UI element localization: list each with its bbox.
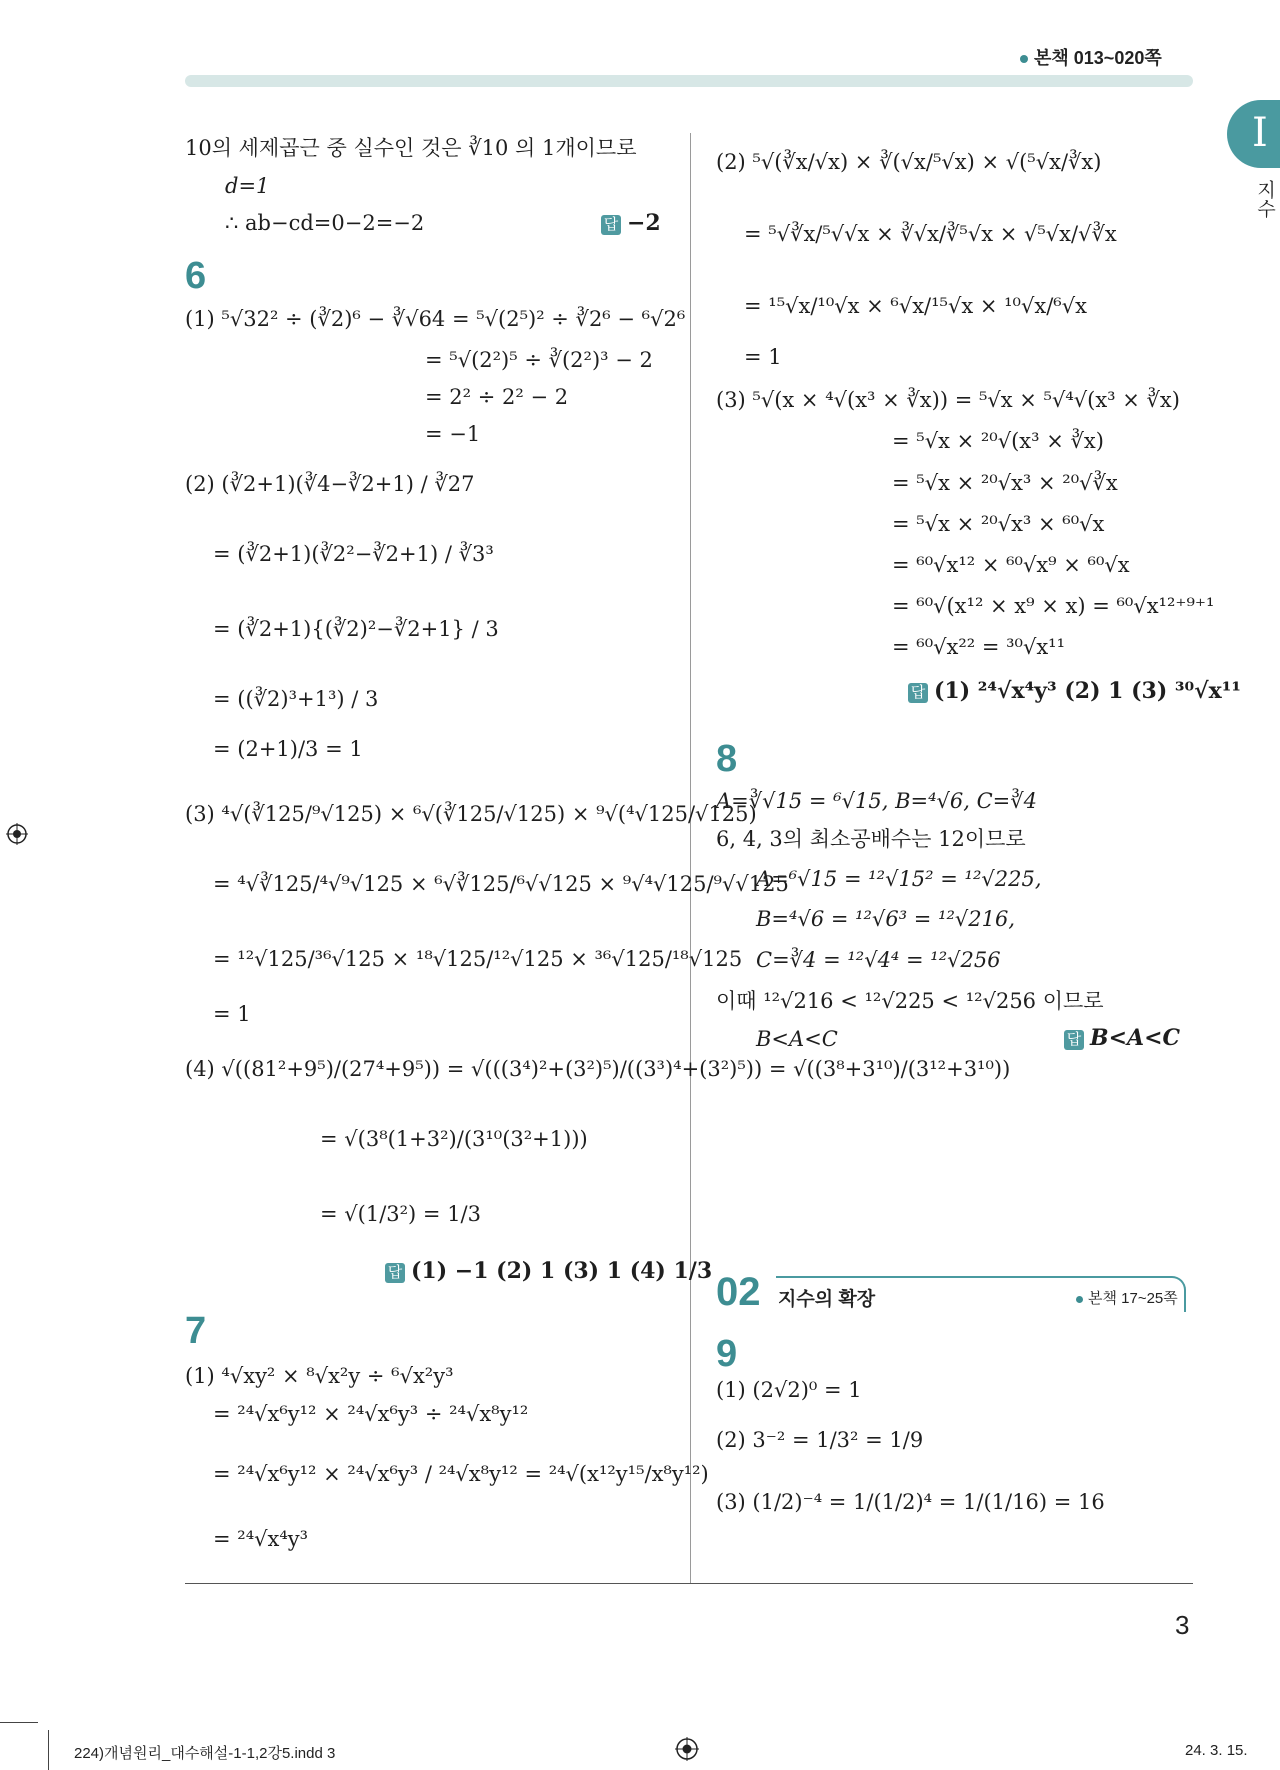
p6-4-line-1: (4) √((81²+9⁵)/(27⁴+9⁵)) = √(((3⁴)²+(3²)⁵)/((3³)⁴+(3²)⁵)) = √((3⁸+3¹⁰)/(3¹²+3¹⁰)) [185, 1057, 1011, 1081]
problem-6-number: 6 [185, 255, 207, 297]
problem-7-number: 7 [185, 1310, 207, 1352]
p6-2-line-5: = (2+1)/3 = 1 [213, 737, 363, 761]
p8-answer: 답 B<A<C [1064, 1025, 1180, 1051]
p9-line-1: (1) (2√2)⁰ = 1 [716, 1378, 862, 1402]
p6-1-line-3: = 2² ÷ 2² − 2 [425, 385, 569, 409]
book-ref: 본책 013~020쪽 [1020, 44, 1162, 70]
p6-1-line-1: (1) ⁵√32² ÷ (∛2)⁶ − ∛√64 = ⁵√(2⁵)² ÷ ∛2⁶ − ⁶√2⁶ [185, 307, 686, 331]
p7-2-line-1: (2) ⁵√(∛x/√x) × ∛(√x/⁵√x) × √(⁵√x/∛x) [716, 150, 1102, 174]
bullet-icon [1020, 55, 1028, 63]
p9-line-3: (3) (1/2)⁻⁴ = 1/(1/2)⁴ = 1/(1/16) = 16 [716, 1490, 1105, 1514]
p9-line-2: (2) 3⁻² = 1/3² = 1/9 [716, 1428, 924, 1452]
p6-4-line-3: = √(1/3²) = 1/3 [320, 1202, 481, 1226]
p8-line-1: A=∛√15 = ⁶√15, B=⁴√6, C=∛4 [716, 789, 1038, 813]
p6-3-line-3: = ¹²√125/³⁶√125 × ¹⁸√125/¹²√125 × ³⁶√125/¹⁸√125 [213, 947, 743, 971]
bullet-icon [1076, 1296, 1083, 1303]
p8-line-3: A=⁶√15 = ¹²√15² = ¹²√225, [756, 867, 1042, 891]
p7-3-line-2: = ⁵√x × ²⁰√(x³ × ∛x) [892, 429, 1104, 453]
p8-line-2: 6, 4, 3의 최소공배수는 12이므로 [716, 827, 1026, 851]
problem-8-number: 8 [716, 738, 738, 780]
registration-mark-icon [6, 823, 28, 845]
page-number: 3 [1175, 1610, 1190, 1640]
p6-2-line-1: (2) (∛2+1)(∛4−∛2+1) / ∛27 [185, 472, 475, 496]
footer-crop-mark-vertical [48, 1730, 49, 1770]
p6-3-line-4: = 1 [213, 1002, 251, 1026]
p6-2-line-3: = (∛2+1){(∛2)²−∛2+1} / 3 [213, 617, 499, 641]
bottom-rule [185, 1583, 1193, 1584]
p6-3-line-1: (3) ⁴√(∛125/⁹√125) × ⁶√(∛125/√125) × ⁹√(⁴√125/√125) [185, 802, 757, 826]
p7-answer: 답 (1) ²⁴√x⁴y³ (2) 1 (3) ³⁰√x¹¹ [908, 678, 1241, 704]
intro-line-2: d=1 [225, 174, 270, 198]
p7-1-line-1: (1) ⁴√xy² × ⁸√x²y ÷ ⁶√x²y³ [185, 1364, 454, 1388]
footer-registration-mark-icon [675, 1737, 699, 1761]
p7-1-line-4: = ²⁴√x⁴y³ [213, 1527, 309, 1551]
p8-line-6: 이때 ¹²√216 < ¹²√225 < ¹²√256 이므로 [716, 989, 1104, 1013]
chapter-name: 지수 [1254, 180, 1275, 218]
section-code: 02 [716, 1270, 761, 1314]
column-divider [690, 133, 691, 1583]
p6-1-line-4: = −1 [425, 422, 481, 446]
problem-9-number: 9 [716, 1333, 738, 1375]
p7-3-line-6: = ⁶⁰√(x¹² × x⁹ × x) = ⁶⁰√x¹²⁺⁹⁺¹ [892, 594, 1215, 618]
p7-2-line-2: = ⁵√∛x/⁵√√x × ∛√x/∛⁵√x × √⁵√x/√∛x [744, 222, 1117, 246]
section-header [716, 1270, 1193, 1314]
p6-3-line-2: = ⁴√∛125/⁴√⁹√125 × ⁶√∛125/⁶√√125 × ⁹√⁴√125/⁹√√125 [213, 872, 789, 896]
footer-filename: 224)개념원리_대수해설-1-1,2강5.indd 3 [74, 1745, 336, 1762]
p8-line-5: C=∛4 = ¹²√4⁴ = ¹²√256 [756, 948, 1001, 972]
p7-3-line-5: = ⁶⁰√x¹² × ⁶⁰√x⁹ × ⁶⁰√x [892, 553, 1130, 577]
p6-4-line-2: = √(3⁸(1+3²)/(3¹⁰(3²+1))) [320, 1127, 588, 1151]
p7-2-line-4: = 1 [744, 345, 782, 369]
p7-2-line-3: = ¹⁵√x/¹⁰√x × ⁶√x/¹⁵√x × ¹⁰√x/⁶√x [744, 294, 1087, 318]
p7-1-line-3: = ²⁴√x⁶y¹² × ²⁴√x⁶y³ / ²⁴√x⁸y¹² = ²⁴√(x¹²y¹⁵/x⁸y¹²) [213, 1462, 709, 1486]
p7-3-line-1: (3) ⁵√(x × ⁴√(x³ × ∛x)) = ⁵√x × ⁵√⁴√(x³ × ∛x) [716, 388, 1180, 412]
footer-date: 24. 3. 15. [1185, 1742, 1248, 1759]
intro-line-3: ∴ ab−cd=0−2=−2 [225, 211, 425, 235]
p6-2-line-4: = ((∛2)³+1³) / 3 [213, 687, 379, 711]
footer-crop-mark [0, 1722, 38, 1723]
p8-line-7: B<A<C [756, 1027, 838, 1051]
p6-2-line-2: = (∛2+1)(∛2²−∛2+1) / ∛3³ [213, 542, 494, 566]
chapter-roman: I [1252, 110, 1268, 156]
p7-3-line-7: = ⁶⁰√x²² = ³⁰√x¹¹ [892, 635, 1066, 659]
p7-1-line-2: = ²⁴√x⁶y¹² × ²⁴√x⁶y³ ÷ ²⁴√x⁸y¹² [213, 1402, 529, 1426]
p6-1-line-2: = ⁵√(2²)⁵ ÷ ∛(2²)³ − 2 [425, 348, 653, 372]
intro-answer: 답 −2 [601, 210, 661, 236]
p7-3-line-3: = ⁵√x × ²⁰√x³ × ²⁰√∛x [892, 471, 1118, 495]
p7-3-line-4: = ⁵√x × ²⁰√x³ × ⁶⁰√x [892, 512, 1105, 536]
section-title: 지수의 확장 [778, 1289, 876, 1310]
p8-line-4: B=⁴√6 = ¹²√6³ = ¹²√216, [756, 907, 1016, 931]
section-ref: 본책 17~25쪽 [1076, 1287, 1178, 1308]
header-bar [185, 75, 1193, 87]
p6-answer: 답 (1) −1 (2) 1 (3) 1 (4) 1/3 [385, 1258, 712, 1284]
intro-line-1: 10의 세제곱근 중 실수인 것은 ∛10 의 1개이므로 [185, 136, 637, 160]
